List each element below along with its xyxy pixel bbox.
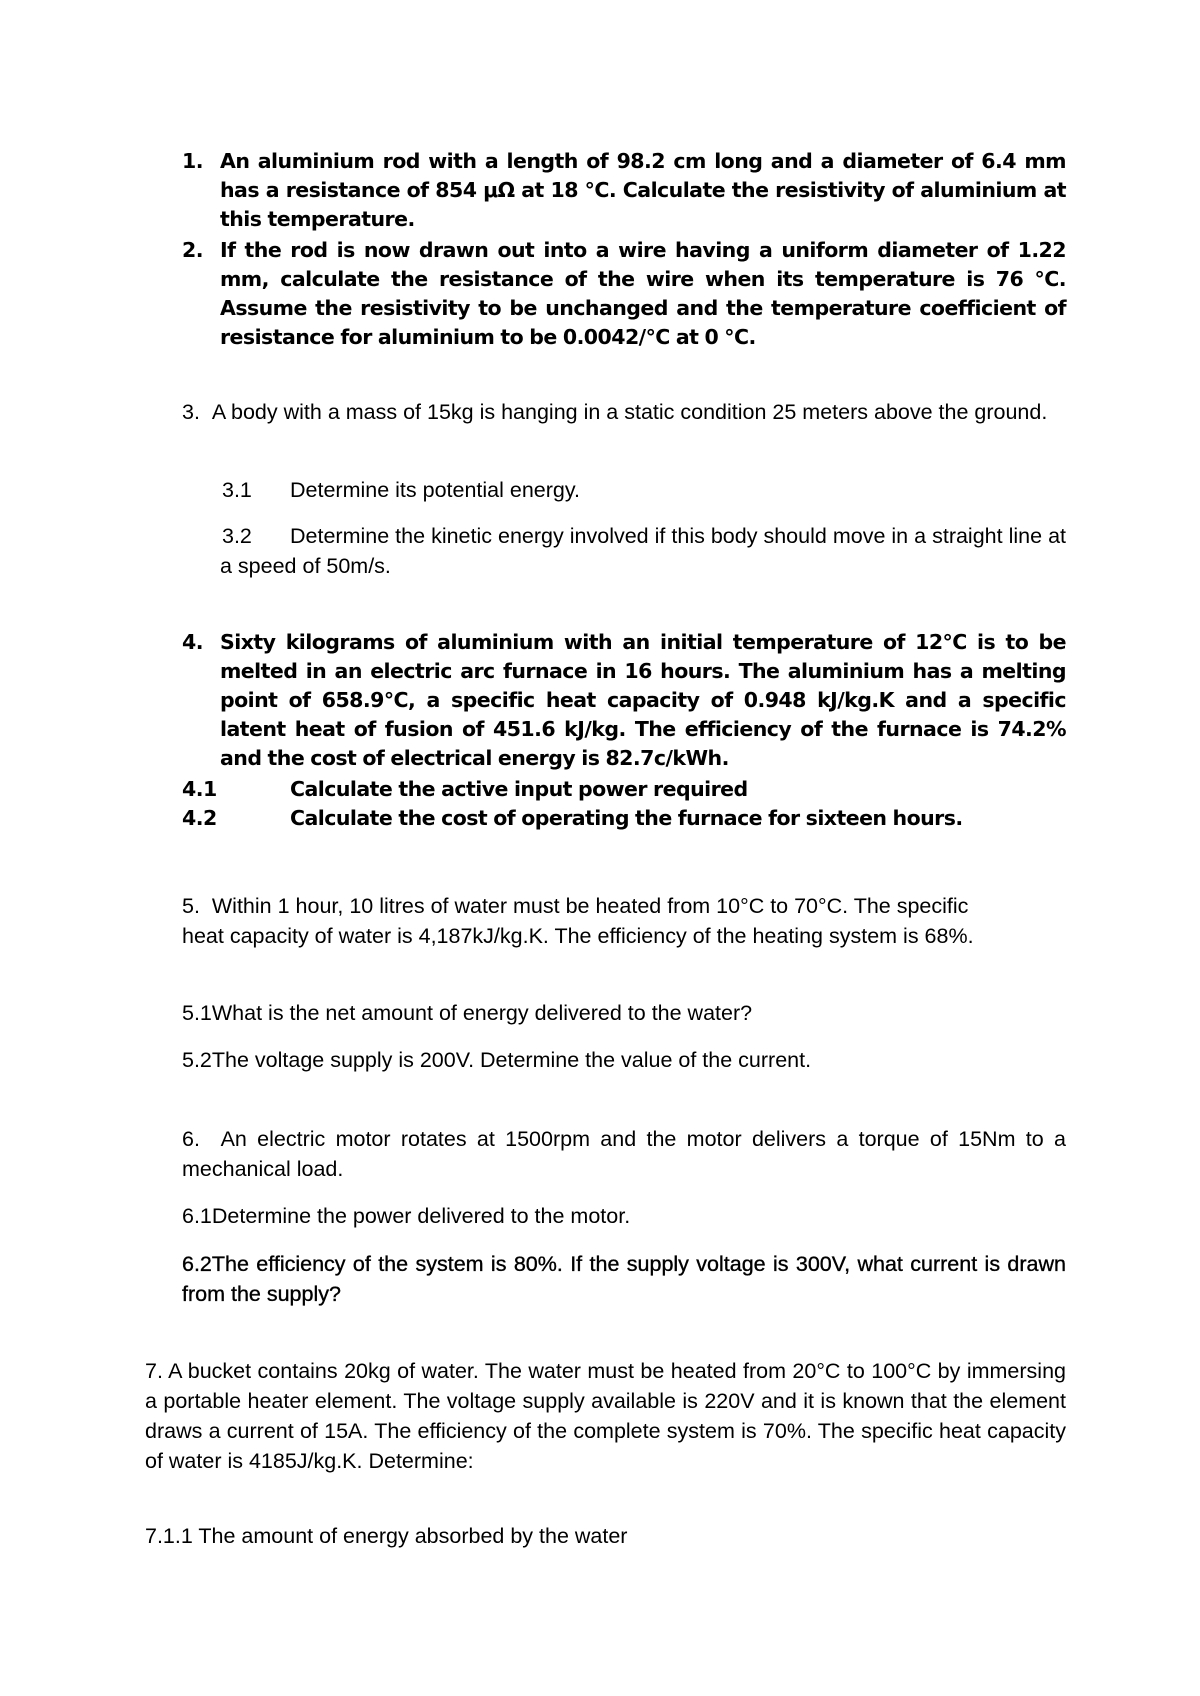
- question-6-1: [182, 1202, 1066, 1232]
- question-5-text: Within 1 hour, 10 litres of water must be heated from 10°C to 70°C. The specific heat capacity of water is 4,187kJ/kg.K. The efficiency of the heating system is 68%.: [182, 894, 974, 948]
- question-6: [182, 1125, 1066, 1184]
- question-3-text: A body with a mass of 15kg is hanging in a static condition 25 meters above the ground.: [211, 400, 1048, 424]
- question-4-2-text: Calculate the cost of operating the furnace for sixteen hours.: [290, 806, 963, 830]
- question-3: [182, 398, 1066, 428]
- question-7-1-1-text: 7.1.1 The amount of energy absorbed by the water: [145, 1524, 628, 1548]
- question-3-number: 3.: [182, 400, 200, 424]
- question-4-2-number: 4.2: [182, 806, 217, 830]
- question-4-number: 4.: [182, 630, 203, 654]
- question-6-2-text: 6.2The efficiency of the system is 80%. If the supply voltage is 300V, what current is drawn from the supply?: [182, 1252, 1066, 1306]
- question-1-text: An aluminium rod with a length of 98.2 cm long and a diameter of 6.4 mm has a resistance of 854 μΩ at 18 °C. Calculate the resistivity of aluminium at this temperature.: [220, 149, 1066, 231]
- question-5-2-text: 5.2The voltage supply is 200V. Determine the value of the current.: [182, 1048, 812, 1072]
- question-6-2: [182, 1250, 1066, 1309]
- question-4-1-number: 4.1: [182, 777, 217, 801]
- question-3-1: [222, 476, 1066, 506]
- question-4: [182, 628, 1066, 773]
- question-3-1-number: 3.1: [222, 478, 252, 502]
- question-5-number: 5.: [182, 894, 200, 918]
- question-5-1-text: 5.1What is the net amount of energy delivered to the water?: [182, 1001, 753, 1025]
- question-5: [182, 892, 1012, 951]
- question-4-1: [182, 775, 1066, 804]
- question-5-2: [182, 1046, 1066, 1076]
- question-7-1-1: [145, 1522, 1066, 1552]
- question-4-1-text: Calculate the active input power required: [290, 777, 748, 801]
- question-6-1-text: 6.1Determine the power delivered to the motor.: [182, 1204, 631, 1228]
- question-2-text: If the rod is now drawn out into a wire having a uniform diameter of 1.22 mm, calculate the resistance of the wire when its temperature is 76 °C. Assume the resistivity to be unchanged and the temperature coefficient of resistance for aluminium to be 0.0042/°C at 0 °C.: [220, 238, 1066, 349]
- question-4-2: [182, 804, 1066, 833]
- question-3-2-number: 3.2: [222, 524, 252, 548]
- question-1-number: 1.: [182, 149, 203, 173]
- question-6-text: An electric motor rotates at 1500rpm and the motor delivers a torque of 15Nm to a mechanical load.: [182, 1127, 1066, 1181]
- question-5-1: [182, 999, 1066, 1029]
- question-2-number: 2.: [182, 238, 203, 262]
- question-1: [182, 147, 1066, 234]
- question-4-text: Sixty kilograms of aluminium with an initial temperature of 12°C is to be melted in an electric arc furnace in 16 hours. The aluminium has a melting point of 658.9°C, a specific heat capacity of 0.948 kJ/kg.K and a specific latent heat of fusion of 451.6 kJ/kg. The efficiency of the furnace is 74.2% and the cost of electrical energy is 82.7c/kWh.: [220, 630, 1066, 770]
- question-7-text: 7. A bucket contains 20kg of water. The water must be heated from 20°C to 100°C by immersing a portable heater element. The voltage supply available is 220V and it is known that the element draws a current of 15A. The efficiency of the complete system is 70%. The specific heat capacity of water is 4185J/kg.K. Determine:: [145, 1359, 1066, 1473]
- question-6-number: 6.: [182, 1127, 200, 1151]
- question-7: [145, 1356, 1066, 1476]
- question-3-2-text: Determine the kinetic energy involved if this body should move in a straight line at a speed of 50m/s.: [220, 524, 1066, 578]
- question-3-2: [220, 522, 1066, 581]
- question-2: [182, 236, 1066, 352]
- question-3-1-text: Determine its potential energy.: [290, 478, 580, 502]
